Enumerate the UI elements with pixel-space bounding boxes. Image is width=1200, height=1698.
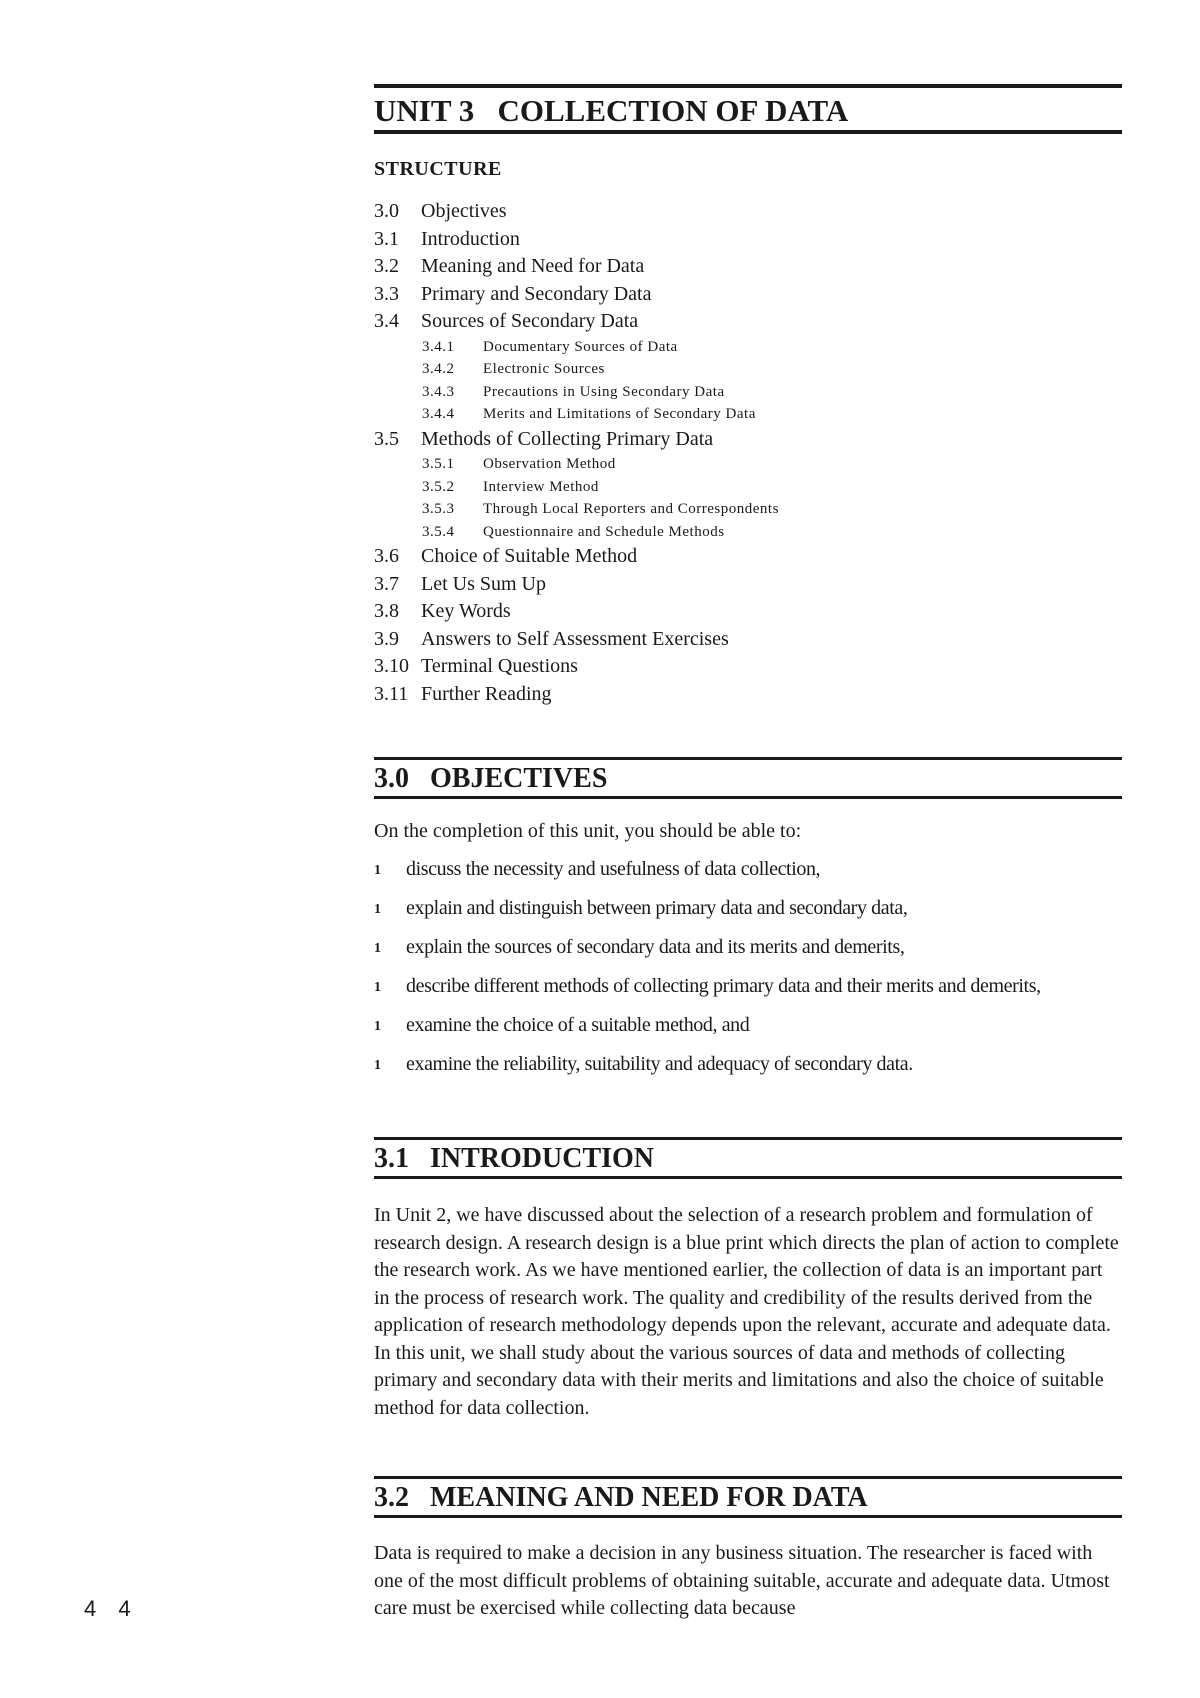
toc-subitem: [374, 521, 1122, 544]
objective-text: explain the sources of secondary data and its merits and demerits,: [406, 936, 905, 958]
bullet-icon: 1: [374, 863, 381, 878]
section-heading-introduction: [374, 1137, 1122, 1179]
bullet-icon: 1: [374, 902, 381, 917]
toc-item-label: Merits and Limitations of Secondary Data: [483, 406, 756, 422]
toc-item-number: 3.4.2: [422, 361, 455, 377]
section-title: [374, 1142, 654, 1176]
toc-subitem: [374, 498, 1122, 521]
toc-item: [374, 198, 1122, 226]
toc-item-number: 3.9: [374, 627, 399, 650]
page-number: 4 4: [84, 1596, 139, 1621]
section-title-text: INTRODUCTION: [430, 1143, 655, 1174]
bullet-icon: 1: [374, 980, 381, 995]
objective-text: explain and distinguish between primary data and secondary data,: [406, 897, 908, 919]
toc-item-number: 3.8: [374, 600, 399, 622]
toc-item: [374, 681, 1122, 709]
toc-item: [374, 653, 1122, 681]
introduction-paragraph: In Unit 2, we have discussed about the selection of a research problem and formulation of research design. A research design is a blue print which directs the plan of action to complete the research work. As we have mentioned earlier, the collection of data is an important part in the process of research work. The quality and credibility of the results derived from the application of research methodology depends upon the relevant, accurate and adequate data. In this unit, we shall study about the various sources of data and methods of collecting primary and secondary data with their merits and limitations and also the choice of suitable method for data collection.: [374, 1204, 1119, 1419]
section-title-text: MEANING AND NEED FOR DATA: [430, 1482, 868, 1513]
toc-item-number: 3.11: [374, 682, 409, 705]
toc-item-number: 3.4: [374, 310, 399, 332]
toc-item-number: 3.5.4: [422, 523, 455, 540]
toc-item-label: Meaning and Need for Data: [421, 255, 645, 277]
toc-item-label: Further Reading: [421, 682, 552, 705]
toc-item: [374, 543, 1122, 571]
toc-item: [374, 226, 1122, 254]
objective-text: discuss the necessity and usefulness of data collection,: [406, 858, 821, 880]
toc-item: [374, 426, 1122, 454]
objective-item: [374, 973, 1122, 1000]
objective-text: describe different methods of collecting primary data and their merits and demerits,: [406, 975, 1041, 997]
objective-text: examine the choice of a suitable method, and: [406, 1014, 750, 1036]
toc-item-label: Answers to Self Assessment Exercises: [421, 627, 729, 650]
objective-text: examine the reliability, suitability and adequacy of secondary data.: [406, 1053, 913, 1075]
toc-item-number: 3.5.3: [422, 501, 455, 517]
toc-subitem: [374, 453, 1122, 476]
toc-item-number: 3.1: [374, 227, 399, 250]
toc-item-number: 3.10: [374, 655, 409, 677]
section-number: 3.1: [374, 1143, 409, 1174]
toc-item-number: 3.0: [374, 200, 399, 222]
toc-subitem: [374, 403, 1122, 426]
meaning-paragraph: Data is required to make a decision in any business situation. The researcher is faced with one of the most difficult problems of obtaining suitable, accurate and adequate data. Utmost care must be exercised while collecting data because: [374, 1542, 1110, 1619]
objective-item: [374, 1012, 1122, 1039]
section-number: 3.0: [374, 763, 409, 794]
toc-item-label: Introduction: [421, 227, 520, 250]
toc-item-label: Sources of Secondary Data: [421, 310, 639, 332]
toc-item: [374, 281, 1122, 309]
section-title: [374, 762, 607, 796]
toc-item-number: 3.5.1: [422, 456, 455, 472]
objective-item: [374, 934, 1122, 961]
objective-item: [374, 895, 1122, 922]
toc-item-number: 3.2: [374, 255, 399, 277]
toc-item-number: 3.4.3: [422, 383, 455, 400]
toc-item-label: Through Local Reporters and Correspondents: [483, 501, 779, 517]
toc-item-label: Interview Method: [483, 478, 599, 495]
toc-item: [374, 308, 1122, 336]
unit-title-text: COLLECTION OF DATA: [497, 93, 849, 128]
toc-item-label: Objectives: [421, 200, 507, 222]
unit-title: [374, 92, 848, 130]
toc-item-label: Choice of Suitable Method: [421, 545, 638, 567]
toc-subitem: [374, 358, 1122, 381]
toc-item: [374, 253, 1122, 281]
section-title-text: OBJECTIVES: [430, 763, 608, 794]
toc-item-label: Precautions in Using Secondary Data: [483, 383, 725, 400]
toc-subitem: [374, 336, 1122, 359]
bullet-icon: 1: [374, 1058, 381, 1073]
toc-item-label: Observation Method: [483, 456, 616, 472]
toc-item-label: Primary and Secondary Data: [421, 282, 652, 305]
objective-item: [374, 1051, 1122, 1078]
toc-subitem: [374, 381, 1122, 404]
section-heading-objectives: [374, 757, 1122, 799]
toc-item-label: Documentary Sources of Data: [483, 338, 678, 355]
table-of-contents: [374, 198, 1122, 708]
toc-item-number: 3.6: [374, 545, 399, 567]
toc-item: [374, 571, 1122, 599]
toc-item-number: 3.5: [374, 427, 399, 450]
toc-item-number: 3.3: [374, 282, 399, 305]
toc-item-label: Terminal Questions: [421, 655, 578, 677]
bullet-icon: 1: [374, 1019, 381, 1034]
structure-heading: STRUCTURE: [374, 158, 502, 180]
toc-item-label: Key Words: [421, 600, 511, 622]
section-heading-meaning: [374, 1476, 1122, 1518]
toc-item-label: Let Us Sum Up: [421, 572, 546, 595]
toc-item-label: Methods of Collecting Primary Data: [421, 427, 714, 450]
section-title: [374, 1481, 868, 1515]
toc-subitem: [374, 476, 1122, 499]
section-number: 3.2: [374, 1482, 409, 1513]
unit-title-bar: [374, 84, 1122, 134]
toc-item-label: Electronic Sources: [483, 361, 605, 377]
toc-item: [374, 626, 1122, 654]
objectives-intro: On the completion of this unit, you should be able to:: [374, 820, 802, 842]
toc-item-number: 3.5.2: [422, 478, 455, 495]
toc-item: [374, 598, 1122, 626]
objective-item: [374, 856, 1122, 883]
bullet-icon: 1: [374, 941, 381, 956]
toc-item-label: Questionnaire and Schedule Methods: [483, 523, 725, 540]
objectives-list: [374, 856, 1122, 1090]
unit-label: UNIT 3: [374, 93, 475, 128]
toc-item-number: 3.7: [374, 572, 399, 595]
toc-item-number: 3.4.1: [422, 338, 455, 355]
toc-item-number: 3.4.4: [422, 406, 455, 422]
